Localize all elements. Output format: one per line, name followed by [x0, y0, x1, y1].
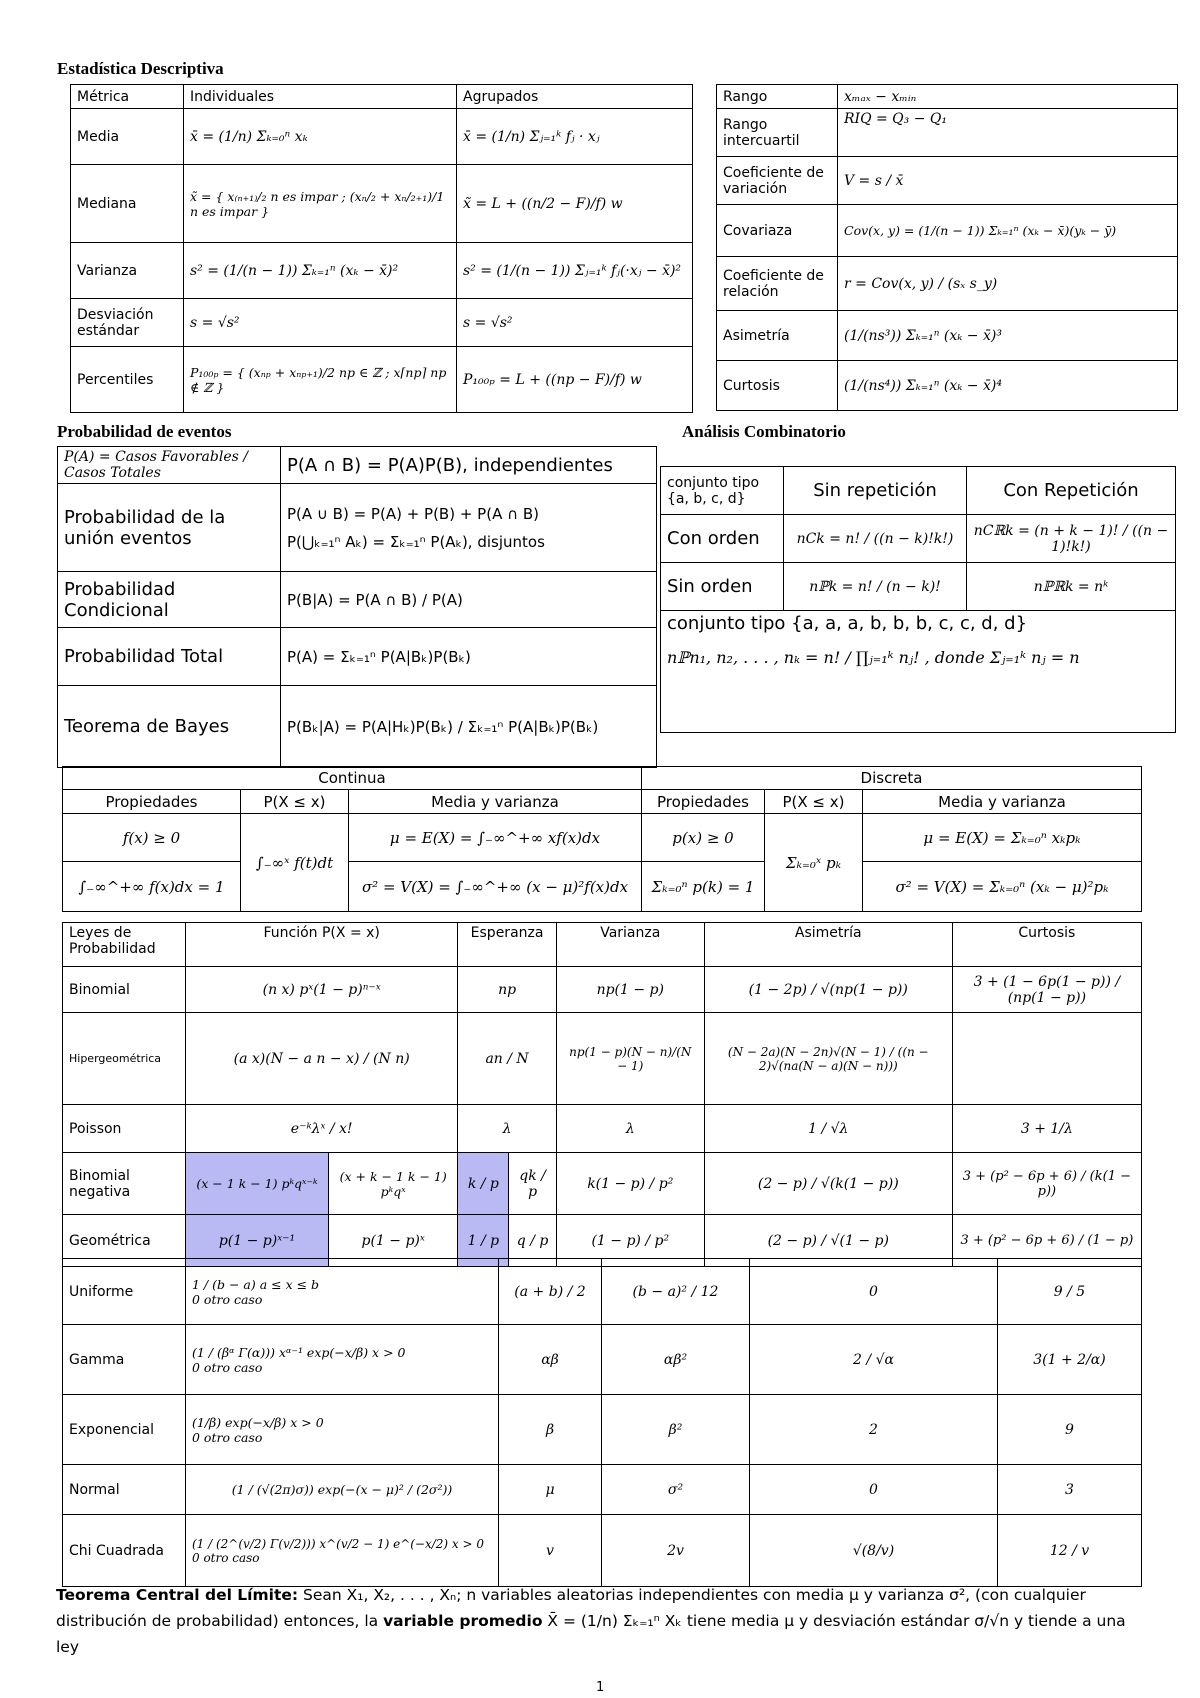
discrete-laws-table [62, 922, 1142, 1267]
measure-name: Rango intercuartil [717, 109, 838, 157]
formula-grouped: s = √s² [457, 299, 693, 347]
law-variance: (b − a)² / 12 [602, 1259, 750, 1325]
law-skewness: (N − 2a)(N − 2n)√(N − 1) / ((n − 2)√(na(N − a)(N − n))) [704, 1013, 952, 1105]
law-name: Exponencial [63, 1395, 186, 1465]
law-name: Chi Cuadrada [63, 1515, 186, 1587]
law-name: Binomial negativa [63, 1153, 186, 1215]
law-name: Geométrica [63, 1215, 186, 1267]
law-variance: np(1 − p)(N − n)/(N − 1) [556, 1013, 704, 1105]
law-mean: (a + b) / 2 [499, 1259, 602, 1325]
measure-formula: V = s / x̄ [838, 157, 1178, 205]
header-cell: Sin repetición [784, 467, 967, 515]
header-cell: Leyes de Probabilidad [63, 923, 186, 967]
law-mean: μ [499, 1465, 602, 1515]
descriptive-table [70, 84, 693, 413]
prob-rule-formula: P(Bₖ|A) = P(A|Hₖ)P(Bₖ) / Σₖ₌₁ⁿ P(A|Bₖ)P(Bₖ) [281, 686, 657, 768]
header-cell: Media y varianza [863, 790, 1142, 814]
law-variance: (1 − p) / p² [556, 1215, 704, 1267]
discrete-property: Σₖ₌₀ⁿ p(k) = 1 [642, 862, 765, 912]
law-skewness: 2 [750, 1395, 998, 1465]
law-mean: λ [458, 1105, 556, 1153]
law-mean: qk / p [509, 1153, 556, 1215]
discrete-mean: μ = E(X) = Σₖ₌₀ⁿ xₖpₖ [863, 814, 1142, 862]
law-skewness: √(8/v) [750, 1515, 998, 1587]
continuous-variance: σ² = V(X) = ∫₋∞^+∞ (x − μ)²f(x)dx [349, 862, 642, 912]
prob-rule-formula: P(A) = Σₖ₌₁ⁿ P(A|Bₖ)P(Bₖ) [281, 628, 657, 686]
law-pdf [186, 1515, 499, 1587]
law-kurtosis [952, 1013, 1141, 1105]
discrete-property: p(x) ≥ 0 [642, 814, 765, 862]
measure-formula: xₘₐₓ − xₘᵢₙ [838, 85, 1178, 109]
law-mean: β [499, 1395, 602, 1465]
prob-rule-name: Probabilidad de la unión eventos [58, 484, 281, 572]
law-kurtosis: 9 [998, 1395, 1142, 1465]
theorem-title: Teorema Central del Límite: [56, 1586, 299, 1604]
page-number: 1 [596, 1680, 605, 1695]
continuous-property: ∫₋∞^+∞ f(x)dx = 1 [63, 862, 241, 912]
header-cell: Propiedades [642, 790, 765, 814]
continuous-mean: μ = E(X) = ∫₋∞^+∞ xf(x)dx [349, 814, 642, 862]
pdf-branch: 1 / (b − a) a ≤ x ≤ b [192, 1276, 320, 1292]
law-variance: 2v [602, 1515, 750, 1587]
header-cell: Agrupados [457, 85, 693, 109]
law-pdf: (1 / (√(2π)σ)) exp(−(x − μ)² / (2σ²)) [186, 1465, 499, 1515]
continuous-header: Continua [63, 767, 642, 790]
header-cell: Individuales [184, 85, 457, 109]
formula-individual: P₁₀₀ₚ = { (xₙₚ + xₙₚ₊₁)/2 np ∈ ℤ ; x⌈np⌉ np ∉ ℤ } [184, 347, 457, 413]
law-skewness: (2 − p) / √(1 − p) [704, 1215, 952, 1267]
pdf-branch: (1/β) exp(−x/β) x > 0 [192, 1414, 324, 1430]
law-pmf-variant: (x − 1 k − 1) pᵏqˣ⁻ᵏ [186, 1153, 329, 1215]
law-variance: σ² [602, 1465, 750, 1515]
law-mean: αβ [499, 1325, 602, 1395]
law-mean: q / p [509, 1215, 556, 1267]
combinatorics-corner: conjunto tipo {a, b, c, d} [661, 467, 784, 515]
prob-rule-name: Probabilidad Total [58, 628, 281, 686]
measure-name: Asimetría [717, 311, 838, 361]
pdf-otherwise: 0 otro caso [192, 1550, 260, 1565]
header-cell: Esperanza [458, 923, 556, 967]
formula-grouped: s² = (1/(n − 1)) Σⱼ₌₁ᵏ fⱼ(·xⱼ − x̄)² [457, 243, 693, 299]
pdf-branch: (1 / (2^(v/2) Γ(v/2))) x^(v/2 − 1) e^(−x/2) x > 0 [192, 1536, 485, 1551]
law-skewness: 1 / √λ [704, 1105, 952, 1153]
law-name: Uniforme [63, 1259, 186, 1325]
section-title-probability: Probabilidad de eventos [57, 422, 232, 441]
discrete-variance: σ² = V(X) = Σₖ₌₀ⁿ (xₖ − μ)²pₖ [863, 862, 1142, 912]
multiset-example: conjunto tipo {a, a, a, b, b, b, c, c, d, d} [667, 613, 1028, 634]
row-label: Con orden [661, 515, 784, 563]
law-kurtosis: 3 + (1 − 6p(1 − p)) / (np(1 − p)) [952, 967, 1141, 1013]
measure-name: Covariaza [717, 205, 838, 257]
combination-formula: nCk = n! / ((n − k)!k!) [784, 515, 967, 563]
formula-grouped: P₁₀₀ₚ = L + ((np − F)/f) w [457, 347, 693, 413]
law-mean: an / N [458, 1013, 556, 1105]
law-name: Hipergeométrica [63, 1013, 186, 1105]
law-name: Normal [63, 1465, 186, 1515]
law-kurtosis: 3 + 1/λ [952, 1105, 1141, 1153]
theorem-text: X̄ = (1/n) Σₖ₌₁ⁿ Xₖ tiene media μ y desviación estándar σ/√n y tiende a una ley [56, 1612, 1126, 1656]
law-mean-variant: 1 / p [458, 1215, 509, 1267]
header-cell: Varianza [556, 923, 704, 967]
measure-formula: RIQ = Q₃ − Q₁ [838, 109, 1178, 157]
prob-rule-formula [281, 484, 657, 572]
theorem-text: Sean X₁, X₂, . . . , Xₙ; n variables aleatorias independientes con media μ y varianza σ², (con cualquier distribución de probabilidad) entonces, la [56, 1586, 1086, 1630]
combination-repetition-formula: nCℝk = (n + k − 1)! / ((n − 1)!k!) [967, 515, 1176, 563]
law-variance: np(1 − p) [556, 967, 704, 1013]
central-limit-theorem [56, 1582, 1146, 1660]
distribution-properties-table [62, 766, 1142, 912]
law-kurtosis: 3 [998, 1465, 1142, 1515]
law-pdf [186, 1325, 499, 1395]
classic-probability: P(A) = Casos Favorables / Casos Totales [58, 447, 281, 484]
union-formula: P(A ∪ B) = P(A) + P(B) + P(A ∩ B) [287, 504, 539, 523]
probability-table [57, 446, 657, 768]
law-pmf: p(1 − p)ˣ [329, 1215, 458, 1267]
pdf-otherwise: 0 otro caso [192, 1291, 263, 1307]
law-kurtosis: 12 / v [998, 1515, 1142, 1587]
pdf-otherwise: 0 otro caso [192, 1359, 263, 1375]
header-cell: Métrica [71, 85, 184, 109]
continuous-laws-table [62, 1258, 1142, 1587]
header-cell: Media y varianza [349, 790, 642, 814]
law-pmf: (a x)(N − a n − x) / (N n) [186, 1013, 458, 1105]
header-cell: Con Repetición [967, 467, 1176, 515]
pdf-branch: (1 / (βᵅ Γ(α))) xᵅ⁻¹ exp(−x/β) x > 0 [192, 1344, 406, 1360]
law-mean-variant: k / p [458, 1153, 509, 1215]
measure-formula: (1/(ns³)) Σₖ₌₁ⁿ (xₖ − x̄)³ [838, 311, 1178, 361]
discrete-header: Discreta [642, 767, 1142, 790]
law-name: Poisson [63, 1105, 186, 1153]
header-cell: Función P(X = x) [186, 923, 458, 967]
formula-individual: s = √s² [184, 299, 457, 347]
multiset-formula: nℙn₁, n₂, . . . , nₖ = n! / ∏ⱼ₌₁ᵏ nⱼ! , donde Σⱼ₌₁ᵏ nⱼ = n [667, 648, 1080, 667]
disjoint-union-formula: P(⋃ₖ₌₁ⁿ Aₖ) = Σₖ₌₁ⁿ P(Aₖ), disjuntos [287, 532, 545, 551]
independence-formula: P(A ∩ B) = P(A)P(B), independientes [281, 447, 657, 484]
measure-formula: (1/(ns⁴)) Σₖ₌₁ⁿ (xₖ − x̄)⁴ [838, 361, 1178, 411]
permutation-formula: nℙk = n! / (n − k)! [784, 563, 967, 611]
prob-rule-name: Probabilidad Condicional [58, 572, 281, 628]
formula-individual: s² = (1/(n − 1)) Σₖ₌₁ⁿ (xₖ − x̄)² [184, 243, 457, 299]
measure-formula: r = Cov(x, y) / (sₓ s_y) [838, 257, 1178, 311]
row-label: Sin orden [661, 563, 784, 611]
discrete-cdf: Σₖ₌₀ˣ pₖ [765, 814, 863, 912]
theorem-keyword: variable promedio [383, 1612, 543, 1630]
formula-individual: x̄ = (1/n) Σₖ₌₀ⁿ xₖ [184, 109, 457, 165]
formula-individual: x̃ = { x₍ₙ₊₁₎/₂ n es impar ; (xₙ/₂ + xₙ/₂₊₁)/1 n es impar } [184, 165, 457, 243]
law-mean: v [499, 1515, 602, 1587]
metric-name: Varianza [71, 243, 184, 299]
law-skewness: (2 − p) / √(k(1 − p)) [704, 1153, 952, 1215]
law-pdf [186, 1395, 499, 1465]
law-mean: np [458, 967, 556, 1013]
law-kurtosis: 3(1 + 2/α) [998, 1325, 1142, 1395]
metric-name: Desviación estándar [71, 299, 184, 347]
header-cell: P(X ≤ x) [241, 790, 349, 814]
metric-name: Media [71, 109, 184, 165]
continuous-property: f(x) ≥ 0 [63, 814, 241, 862]
continuous-cdf: ∫₋∞ˣ f(t)dt [241, 814, 349, 912]
header-cell: P(X ≤ x) [765, 790, 863, 814]
law-pmf: (n x) pˣ(1 − p)ⁿ⁻ˣ [186, 967, 458, 1013]
law-pmf-variant: p(1 − p)ˣ⁻¹ [186, 1215, 329, 1267]
header-cell: Asimetría [704, 923, 952, 967]
prob-rule-name: Teorema de Bayes [58, 686, 281, 768]
law-kurtosis: 9 / 5 [998, 1259, 1142, 1325]
multiset-permutation [661, 611, 1176, 733]
header-cell: Propiedades [63, 790, 241, 814]
measure-formula: Cov(x, y) = (1/(n − 1)) Σₖ₌₁ⁿ (xₖ − x̄)(yₖ − ȳ) [838, 205, 1178, 257]
law-skewness: (1 − 2p) / √(np(1 − p)) [704, 967, 952, 1013]
dispersion-table [716, 84, 1178, 411]
law-skewness: 0 [750, 1465, 998, 1515]
measure-name: Coeficiente de relación [717, 257, 838, 311]
law-variance: β² [602, 1395, 750, 1465]
law-kurtosis: 3 + (p² − 6p + 6) / (1 − p) [952, 1215, 1141, 1267]
metric-name: Percentiles [71, 347, 184, 413]
law-variance: αβ² [602, 1325, 750, 1395]
law-kurtosis: 3 + (p² − 6p + 6) / (k(1 − p)) [952, 1153, 1141, 1215]
law-skewness: 0 [750, 1259, 998, 1325]
law-pmf: e⁻ᵏλˣ / x! [186, 1105, 458, 1153]
law-variance: λ [556, 1105, 704, 1153]
pdf-otherwise: 0 otro caso [192, 1429, 263, 1445]
metric-name: Mediana [71, 165, 184, 243]
law-name: Gamma [63, 1325, 186, 1395]
law-variance: k(1 − p) / p² [556, 1153, 704, 1215]
law-pdf [186, 1259, 499, 1325]
law-name: Binomial [63, 967, 186, 1013]
permutation-repetition-formula: nℙℝk = nᵏ [967, 563, 1176, 611]
measure-name: Coeficiente de variación [717, 157, 838, 205]
measure-name: Rango [717, 85, 838, 109]
header-cell: Curtosis [952, 923, 1141, 967]
measure-name: Curtosis [717, 361, 838, 411]
law-pmf: (x + k − 1 k − 1) pᵏqˣ [329, 1153, 458, 1215]
section-title-descriptive: Estadística Descriptiva [57, 59, 224, 78]
combinatorics-table [660, 466, 1176, 733]
prob-rule-formula: P(B|A) = P(A ∩ B) / P(A) [281, 572, 657, 628]
formula-grouped: x̄ = (1/n) Σⱼ₌₁ᵏ fⱼ · xⱼ [457, 109, 693, 165]
formula-grouped: x̃ = L + ((n/2 − F)/f) w [457, 165, 693, 243]
law-skewness: 2 / √α [750, 1325, 998, 1395]
section-title-combinatorics: Análisis Combinatorio [682, 422, 846, 441]
